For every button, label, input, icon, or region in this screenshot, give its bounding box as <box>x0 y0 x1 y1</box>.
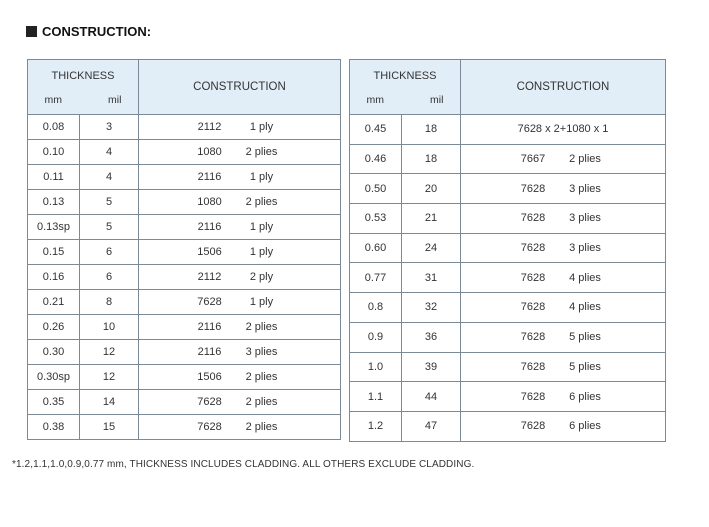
glass-style: 7628 <box>197 396 222 408</box>
thickness-mm-cell: 0.30sp <box>28 365 80 390</box>
thickness-mm-cell: 0.35 <box>28 390 80 415</box>
glass-style: 7628 <box>520 182 546 195</box>
construction-cell <box>139 415 341 440</box>
construction-cell <box>139 240 341 265</box>
glass-style: 7628 <box>197 421 222 433</box>
table-row <box>28 390 341 415</box>
thickness-mil-cell: 6 <box>80 240 139 265</box>
construction-header: CONSTRUCTION <box>139 60 341 115</box>
glass-style: 7667 <box>520 153 546 166</box>
table-row <box>28 315 341 340</box>
ply-count: 2 plies <box>245 371 278 383</box>
ply-count: 2 plies <box>245 421 278 433</box>
construction-cell <box>139 315 341 340</box>
construction-cell <box>461 174 666 204</box>
table-row <box>350 293 666 323</box>
construction-cell <box>461 411 666 441</box>
thickness-header-label: THICKNESS <box>51 70 115 82</box>
ply-count: 4 plies <box>569 301 601 314</box>
thickness-mil-cell: 18 <box>402 144 461 174</box>
glass-style: 7628 <box>520 390 546 403</box>
glass-style: 2116 <box>197 221 222 233</box>
glass-style: 7628 <box>197 296 222 308</box>
thickness-mil-cell: 31 <box>402 263 461 293</box>
thickness-mm-cell: 0.15 <box>28 240 80 265</box>
construction-cell <box>139 365 341 390</box>
thickness-mil-cell: 39 <box>402 352 461 382</box>
table-row <box>28 365 341 390</box>
glass-style: 7628 <box>520 420 546 433</box>
section-heading <box>26 24 151 39</box>
table-row <box>28 215 341 240</box>
thickness-mm-cell: 0.10 <box>28 140 80 165</box>
unit-mil-label: mil <box>430 94 444 106</box>
ply-count: 5 plies <box>569 360 601 373</box>
construction-cell <box>461 144 666 174</box>
ply-count: 1 ply <box>249 246 274 258</box>
table-row <box>28 240 341 265</box>
thickness-mm-cell: 0.50 <box>350 174 402 204</box>
table-row <box>28 115 341 140</box>
glass-style: 1506 <box>197 371 222 383</box>
thickness-mil-cell: 44 <box>402 382 461 412</box>
thickness-mil-cell: 10 <box>80 315 139 340</box>
thickness-mm-cell: 0.11 <box>28 165 80 190</box>
table-row <box>350 352 666 382</box>
construction-cell <box>139 265 341 290</box>
thickness-mm-cell: 0.45 <box>350 115 402 145</box>
ply-count: 1 ply <box>249 221 274 233</box>
construction-header: CONSTRUCTION <box>461 60 666 115</box>
table-row <box>28 415 341 440</box>
thickness-mm-cell: 0.13sp <box>28 215 80 240</box>
thickness-mm-cell: 1.0 <box>350 352 402 382</box>
thickness-mil-cell: 3 <box>80 115 139 140</box>
thickness-header <box>28 60 139 115</box>
construction-cell <box>461 204 666 234</box>
ply-count: 3 plies <box>569 182 601 195</box>
construction-cell <box>461 115 666 145</box>
bullet-square-icon <box>26 26 37 37</box>
ply-count: 3 plies <box>569 212 601 225</box>
thickness-mil-cell: 6 <box>80 265 139 290</box>
table-row <box>350 115 666 145</box>
construction-cell <box>461 322 666 352</box>
table-row <box>28 340 341 365</box>
construction-table-right <box>349 59 666 442</box>
table-row <box>350 411 666 441</box>
glass-style: 1506 <box>197 246 222 258</box>
thickness-mil-cell: 4 <box>80 165 139 190</box>
thickness-header <box>350 60 461 115</box>
thickness-mil-cell: 12 <box>80 340 139 365</box>
ply-count: 1 ply <box>249 121 274 133</box>
thickness-mil-cell: 47 <box>402 411 461 441</box>
glass-style: 2116 <box>197 321 222 333</box>
thickness-mm-cell: 0.30 <box>28 340 80 365</box>
unit-mm-label: mm <box>366 94 385 106</box>
table-row <box>350 233 666 263</box>
section-heading-text: CONSTRUCTION: <box>42 24 152 39</box>
thickness-mil-cell: 5 <box>80 190 139 215</box>
thickness-mm-cell: 0.9 <box>350 322 402 352</box>
construction-cell <box>139 140 341 165</box>
ply-count: 2 ply <box>249 271 274 283</box>
ply-count: 3 plies <box>569 242 601 255</box>
glass-style: 7628 <box>520 331 546 344</box>
ply-count: 3 plies <box>245 346 278 358</box>
thickness-mm-cell: 1.1 <box>350 382 402 412</box>
ply-count: 6 plies <box>569 420 601 433</box>
glass-style: 7628 <box>520 301 546 314</box>
thickness-header-label: THICKNESS <box>373 70 437 82</box>
glass-style: 7628 <box>520 212 546 225</box>
ply-count: 6 plies <box>569 390 601 403</box>
construction-cell <box>139 340 341 365</box>
thickness-mil-cell: 4 <box>80 140 139 165</box>
thickness-mm-cell: 0.26 <box>28 315 80 340</box>
thickness-mm-cell: 0.08 <box>28 115 80 140</box>
glass-style: 2116 <box>197 171 222 183</box>
ply-count: 4 plies <box>569 271 601 284</box>
construction-cell <box>139 190 341 215</box>
table-row <box>350 204 666 234</box>
construction-cell <box>139 115 341 140</box>
table-row <box>350 382 666 412</box>
table-row <box>28 165 341 190</box>
construction-cell <box>461 382 666 412</box>
glass-style: 7628 <box>520 242 546 255</box>
thickness-mil-cell: 5 <box>80 215 139 240</box>
ply-count: 2 plies <box>245 196 278 208</box>
thickness-mil-cell: 18 <box>402 115 461 145</box>
thickness-mil-cell: 21 <box>402 204 461 234</box>
unit-mm-label: mm <box>44 94 63 106</box>
glass-style: 7628 <box>520 360 546 373</box>
thickness-mm-cell: 0.8 <box>350 293 402 323</box>
thickness-mm-cell: 0.53 <box>350 204 402 234</box>
thickness-mm-cell: 0.21 <box>28 290 80 315</box>
glass-style: 1080 <box>197 146 222 158</box>
thickness-mm-cell: 0.13 <box>28 190 80 215</box>
table-row <box>350 144 666 174</box>
thickness-mil-cell: 20 <box>402 174 461 204</box>
thickness-mm-cell: 0.60 <box>350 233 402 263</box>
glass-style: 1080 <box>197 196 222 208</box>
table-row <box>350 322 666 352</box>
thickness-mm-cell: 0.77 <box>350 263 402 293</box>
ply-count: 2 plies <box>245 321 278 333</box>
thickness-mil-cell: 8 <box>80 290 139 315</box>
table-row <box>28 140 341 165</box>
ply-count: 5 plies <box>569 331 601 344</box>
table-row <box>28 290 341 315</box>
thickness-mil-cell: 32 <box>402 293 461 323</box>
glass-style: 2116 <box>197 346 222 358</box>
construction-cell <box>461 263 666 293</box>
construction-table-left <box>27 59 341 440</box>
footnote: *1.2,1.1,1.0,0.9,0.77 mm, THICKNESS INCLUDES CLADDING. ALL OTHERS EXCLUDE CLADDING. <box>12 459 475 470</box>
glass-style: 2112 <box>197 121 222 133</box>
construction-cell <box>461 293 666 323</box>
construction-cell <box>139 165 341 190</box>
thickness-mil-cell: 36 <box>402 322 461 352</box>
table-row <box>28 190 341 215</box>
construction-cell <box>139 290 341 315</box>
thickness-mil-cell: 24 <box>402 233 461 263</box>
thickness-mm-cell: 0.46 <box>350 144 402 174</box>
ply-count: 2 plies <box>245 396 278 408</box>
unit-mil-label: mil <box>108 94 122 106</box>
thickness-mil-cell: 14 <box>80 390 139 415</box>
thickness-mm-cell: 0.38 <box>28 415 80 440</box>
table-row <box>350 174 666 204</box>
thickness-mm-cell: 0.16 <box>28 265 80 290</box>
construction-cell <box>139 215 341 240</box>
glass-style: 7628 x 2+1080 x 1 <box>517 123 609 136</box>
table-row <box>28 265 341 290</box>
glass-style: 2112 <box>197 271 222 283</box>
construction-cell <box>461 233 666 263</box>
ply-count: 1 ply <box>249 171 274 183</box>
thickness-mil-cell: 12 <box>80 365 139 390</box>
glass-style: 7628 <box>520 271 546 284</box>
thickness-mil-cell: 15 <box>80 415 139 440</box>
thickness-mm-cell: 1.2 <box>350 411 402 441</box>
table-row <box>350 263 666 293</box>
ply-count: 2 plies <box>569 153 601 166</box>
construction-cell <box>139 390 341 415</box>
construction-cell <box>461 352 666 382</box>
ply-count: 1 ply <box>249 296 274 308</box>
ply-count: 2 plies <box>245 146 278 158</box>
